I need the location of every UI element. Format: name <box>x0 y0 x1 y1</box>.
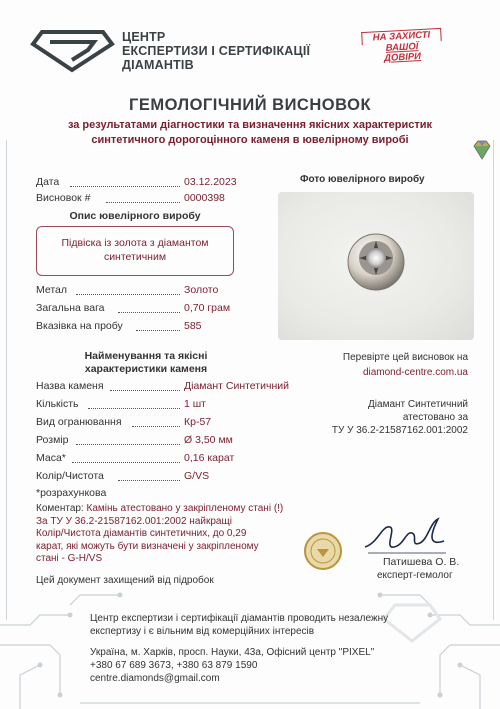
row-value: Золото <box>184 284 219 296</box>
comment-text-1: Камінь атестовано у закріпленому стані (!) <box>86 503 284 514</box>
dotted-leader <box>118 480 180 481</box>
dotted-leader <box>132 426 180 427</box>
comment-line-1 <box>36 503 316 516</box>
item-description-box <box>36 226 234 276</box>
document-subtitle <box>30 118 470 148</box>
signer-name: Патишева О. В. <box>383 556 460 568</box>
number-value: 0000398 <box>184 192 225 204</box>
comment-label: Коментар: <box>36 503 84 514</box>
footnote <box>36 487 106 499</box>
row-value: 0,70 грам <box>184 302 231 314</box>
comment-text-3: Колір/Чистота діамантів синтетичних, до 0,29 <box>36 528 247 539</box>
dotted-leader <box>136 330 180 331</box>
footer-phones: +380 67 689 3673, +380 63 879 1590 <box>90 660 258 671</box>
row-value: 0,16 карат <box>184 452 235 464</box>
row-label: Колір/Чистота <box>36 470 104 482</box>
total-weight-row <box>36 302 231 314</box>
dotted-leader <box>72 462 180 463</box>
stamp-line-3: ДОВІРИ <box>383 51 422 64</box>
row-label: Кількість <box>36 398 79 410</box>
comment-text-4: карат, які можуть бути визначені у закріпленому <box>36 540 259 552</box>
footer-email[interactable]: centre.diamonds@gmail.com <box>90 673 220 684</box>
row-label: Вид огранювання <box>36 416 122 428</box>
trust-stamp <box>361 28 443 66</box>
metal-row <box>36 284 219 296</box>
color-clarity-row <box>36 470 210 482</box>
gold-seal-icon <box>303 531 343 571</box>
verify-url[interactable]: diamond-centre.com.ua <box>362 367 468 378</box>
dotted-leader <box>106 202 180 203</box>
row-value: Діамант Синтетичний <box>184 380 289 392</box>
row-label: Загальна вага <box>36 302 105 314</box>
row-value: G/VS <box>184 470 210 482</box>
verify-line: Перевірте цей висновок на <box>342 352 468 363</box>
verify-block <box>300 350 468 380</box>
comment-text-5: стані - G-H/VS <box>36 553 103 564</box>
footer-line-2: експертизу і є вільним від комерційних інтересів <box>90 626 315 637</box>
cut-row <box>36 416 212 428</box>
footer-address: Україна, м. Харків, просп. Науки, 43а, Офісний центр "PIXEL" <box>90 647 375 658</box>
stone-heading-line-1: Найменування та якісні <box>84 350 208 362</box>
item-description-heading: Опис ювелірного виробу <box>69 210 201 222</box>
document-title: ГЕМОЛОГІЧНИЙ ВИСНОВОК <box>128 96 372 114</box>
item-description-line-1: Підвіска із золота з діамантом <box>61 237 209 249</box>
date-value: 03.12.2023 <box>184 176 237 188</box>
certified-line-1: Діамант Синтетичний <box>368 399 468 410</box>
certified-line-3: ТУ У 36.2-21587162.001:2002 <box>331 425 468 436</box>
document-protected-note: Цей документ захищений від підробок <box>36 575 214 586</box>
certified-block <box>300 398 468 437</box>
footer-statement <box>90 612 420 638</box>
stamp-line-2: ВАШОЇ <box>385 41 419 54</box>
diamond-logo-icon <box>30 28 115 73</box>
comment-text-2: За ТУ У 36.2-21587162.001:2002 найкращі <box>36 515 232 527</box>
row-value: Ø 3,50 мм <box>184 434 233 446</box>
row-label: Маса* <box>36 452 66 464</box>
hallmark-row <box>36 320 202 332</box>
dotted-leader <box>110 390 180 391</box>
date-row <box>36 176 237 188</box>
dotted-leader <box>76 294 180 295</box>
org-line-2: ЕКСПЕРТИЗИ І СЕРТИФІКАЦІЇ <box>122 44 311 58</box>
stone-section-heading <box>36 350 256 376</box>
dotted-leader <box>118 312 180 313</box>
stamp-line-1: НА ЗАХИСТІ <box>361 28 442 45</box>
footer-line-1: Центр експертизи і сертифікації діамантів проводить незалежну <box>90 613 389 624</box>
signature-icon <box>360 513 450 561</box>
stone-name-row <box>36 380 289 392</box>
row-value: Кр-57 <box>184 416 212 428</box>
comment-block <box>36 503 316 566</box>
right-frame-line <box>484 140 494 620</box>
mass-row <box>36 452 235 464</box>
footer-contacts <box>90 646 374 685</box>
left-frame-line <box>6 140 16 620</box>
number-row <box>36 192 225 204</box>
row-value: 1 шт <box>184 398 206 410</box>
photo-label: Фото ювелірного виробу <box>300 174 425 185</box>
footnote-text: *розрахункова <box>36 487 107 499</box>
row-value: 585 <box>184 320 202 332</box>
quantity-row <box>36 398 206 410</box>
row-label: Метал <box>36 284 68 296</box>
dotted-leader <box>76 444 180 445</box>
item-description-line-2: синтетичним <box>103 251 167 263</box>
row-label: Назва каменя <box>36 380 104 392</box>
subtitle-line-2: синтетичного дорогоцінного каменя в ювелірному виробі <box>91 134 409 146</box>
size-row <box>36 434 233 446</box>
org-line-3: ДІАМАНТІВ <box>122 58 194 72</box>
jewelry-photo <box>278 192 474 340</box>
subtitle-line-1: за результатами діагностики та визначення якісних характеристик <box>67 119 433 131</box>
row-label: Вказівка на пробу <box>36 320 123 332</box>
row-label: Розмір <box>36 434 69 446</box>
pendant-image <box>278 192 474 340</box>
organization-name <box>122 30 310 72</box>
dotted-leader <box>70 186 180 187</box>
org-line-1: ЦЕНТР <box>122 30 166 44</box>
certified-line-2: атестовано за <box>402 412 468 423</box>
hologram-gem-icon <box>470 138 494 162</box>
signer-role: експерт-гемолог <box>377 570 453 581</box>
stone-heading-line-2: характеристики каменя <box>84 363 208 375</box>
date-label: Дата <box>36 176 60 188</box>
dotted-leader <box>88 408 180 409</box>
number-label: Висновок # <box>36 192 91 204</box>
